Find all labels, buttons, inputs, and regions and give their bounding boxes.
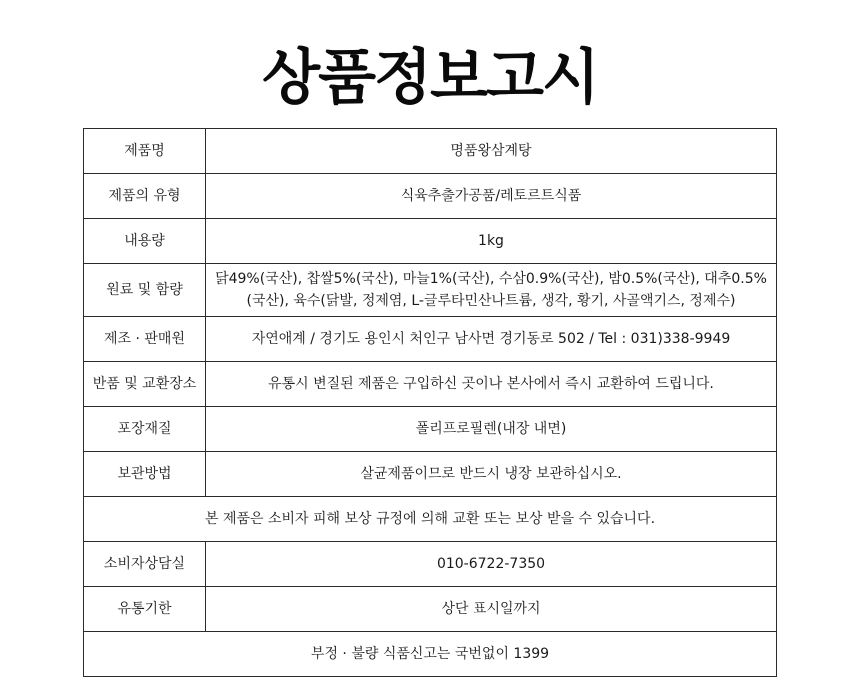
table-row-net-weight [84,219,777,264]
row-label: 원료 및 함량 [84,264,206,317]
table-row-expiration [84,587,777,632]
table-row-consumer-center [84,542,777,587]
row-value: 명품왕삼계탕 [206,129,777,174]
row-value: 1kg [206,219,777,264]
row-label: 유통기한 [84,587,206,632]
row-label: 내용량 [84,219,206,264]
page-title: 상품정보고시 [262,43,598,113]
table-row-ingredients [84,264,777,317]
compensation-notice: 본 제품은 소비자 피해 보상 규정에 의해 교환 또는 보상 받을 수 있습니다. [84,497,777,542]
row-label: 보관방법 [84,452,206,497]
report-notice: 부정 · 불량 식품신고는 국번없이 1399 [84,632,777,677]
table-row-return-place [84,362,777,407]
row-label: 제품의 유형 [84,174,206,219]
table-row-product-type [84,174,777,219]
row-value: 010-6722-7350 [206,542,777,587]
row-label: 제조 · 판매원 [84,317,206,362]
table-row-compensation-notice [84,497,777,542]
row-label: 반품 및 교환장소 [84,362,206,407]
table-row-manufacturer [84,317,777,362]
row-label: 포장재질 [84,407,206,452]
table-row-packaging [84,407,777,452]
row-value: 상단 표시일까지 [206,587,777,632]
row-value: 자연애계 / 경기도 용인시 처인구 남사면 경기동로 502 / Tel : 031)338-9949 [206,317,777,362]
row-label: 제품명 [84,129,206,174]
table-row-report-notice [84,632,777,677]
row-value: 닭49%(국산), 찹쌀5%(국산), 마늘1%(국산), 수삼0.9%(국산), 밤0.5%(국산), 대추0.5%(국산), 육수(닭발, 정제염, L-글루타민산나트륨, 생각, 황기, 사골액기스, 정제수) [206,264,777,317]
row-value: 유통시 변질된 제품은 구입하신 곳이나 본사에서 즉시 교환하여 드립니다. [206,362,777,407]
table-row-storage [84,452,777,497]
product-info-table [83,128,777,677]
row-value: 살균제품이므로 반드시 냉장 보관하십시오. [206,452,777,497]
table-row-product-name [84,129,777,174]
row-value: 폴리프로필렌(내장 내면) [206,407,777,452]
row-value: 식육추출가공품/레토르트식품 [206,174,777,219]
row-label: 소비자상담실 [84,542,206,587]
